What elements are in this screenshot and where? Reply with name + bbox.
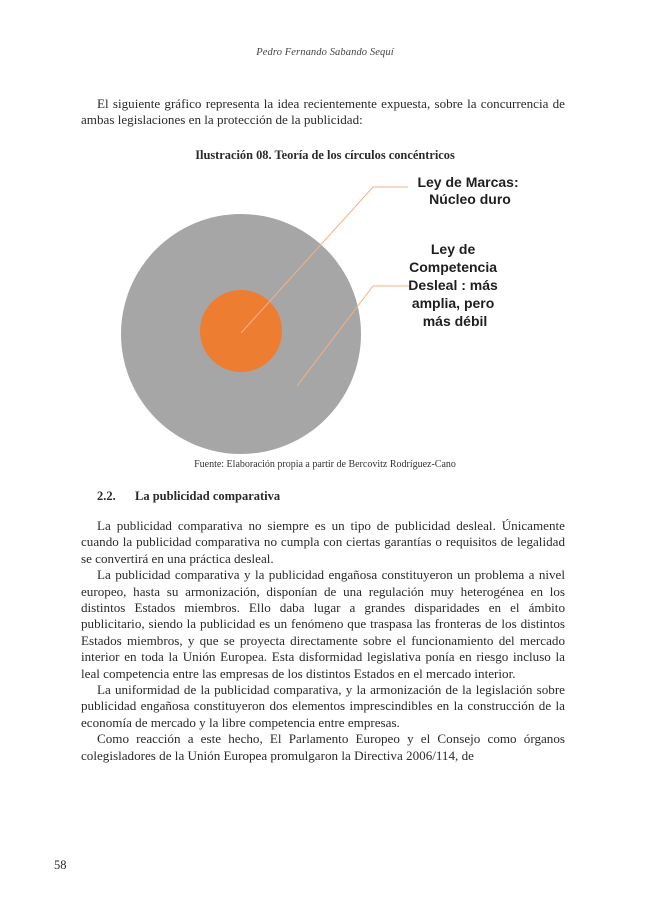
label-outer-line: Ley de [430,241,476,257]
intro-text: El siguiente gráfico representa la idea recientemente expuesta, sobre la concurrencia de ambas legislaciones en la protección de la publicidad: [81,96,565,128]
label-outer-line: más débil [422,313,488,329]
label-outer-line: amplia, pero [411,295,495,311]
inner-circle [200,290,282,372]
label-outer [408,241,501,329]
intro-paragraph [81,96,565,129]
figure-source: Fuente: Elaboración propia a partir de Bercovitz Rodríguez-Cano [194,459,456,470]
label-outer-line: Competencia [409,259,498,275]
label-core-line: Ley de Marcas: [417,174,519,190]
section-number: 2.2. [97,489,116,503]
page-number: 58 [54,858,67,872]
label-core [417,174,522,207]
running-header: Pedro Fernando Sabando Sequí [256,47,394,58]
concentric-circles-figure [110,170,530,455]
label-core-line: Núcleo duro [429,191,511,207]
section-title: La publicidad comparativa [135,489,281,503]
figure-caption: Ilustración 08. Teoría de los círculos concéntricos [195,148,455,162]
body-paragraphs [81,518,565,764]
section-heading [97,489,280,504]
label-outer-line: Desleal : más [408,277,498,293]
figure-svg [110,170,530,455]
paragraph: La uniformidad de la publicidad comparativa, y la armonización de la legislación sobre publicidad engañosa constituyeron dos elementos imprescindibles en la construcción de la economía de mercado y la libre competencia entre empresas. [81,682,565,730]
paragraph: La publicidad comparativa no siempre es un tipo de publicidad desleal. Únicamente cuando la publicidad comparativa no cumpla con ciertas garantías o requisitos de legalidad se convertirá en una práctica desleal. [81,518,565,566]
paragraph: Como reacción a este hecho, El Parlamento Europeo y el Consejo como órganos colegisladores de la Unión Europea promulgaron la Directiva 2006/114, de [81,731,565,763]
paragraph: La publicidad comparativa y la publicidad engañosa constituyeron un problema a nivel europeo, hasta su armonización, disponían de una regulación muy heterogénea en los distintos Estados miembros. Ello daba lugar a grandes disparidades en el ámbito publicitario, siendo la publicidad es un fenómeno que traspasa las fronteras de los distintos Estados miembros, y que se proyecta directamente sobre el funcionamiento del mercado interior en toda la Unión Europea. Esta disformidad legislativa ponía en riesgo incluso la leal competencia entre las empresas de los distintos Estados en el mercado interior. [81,567,565,681]
